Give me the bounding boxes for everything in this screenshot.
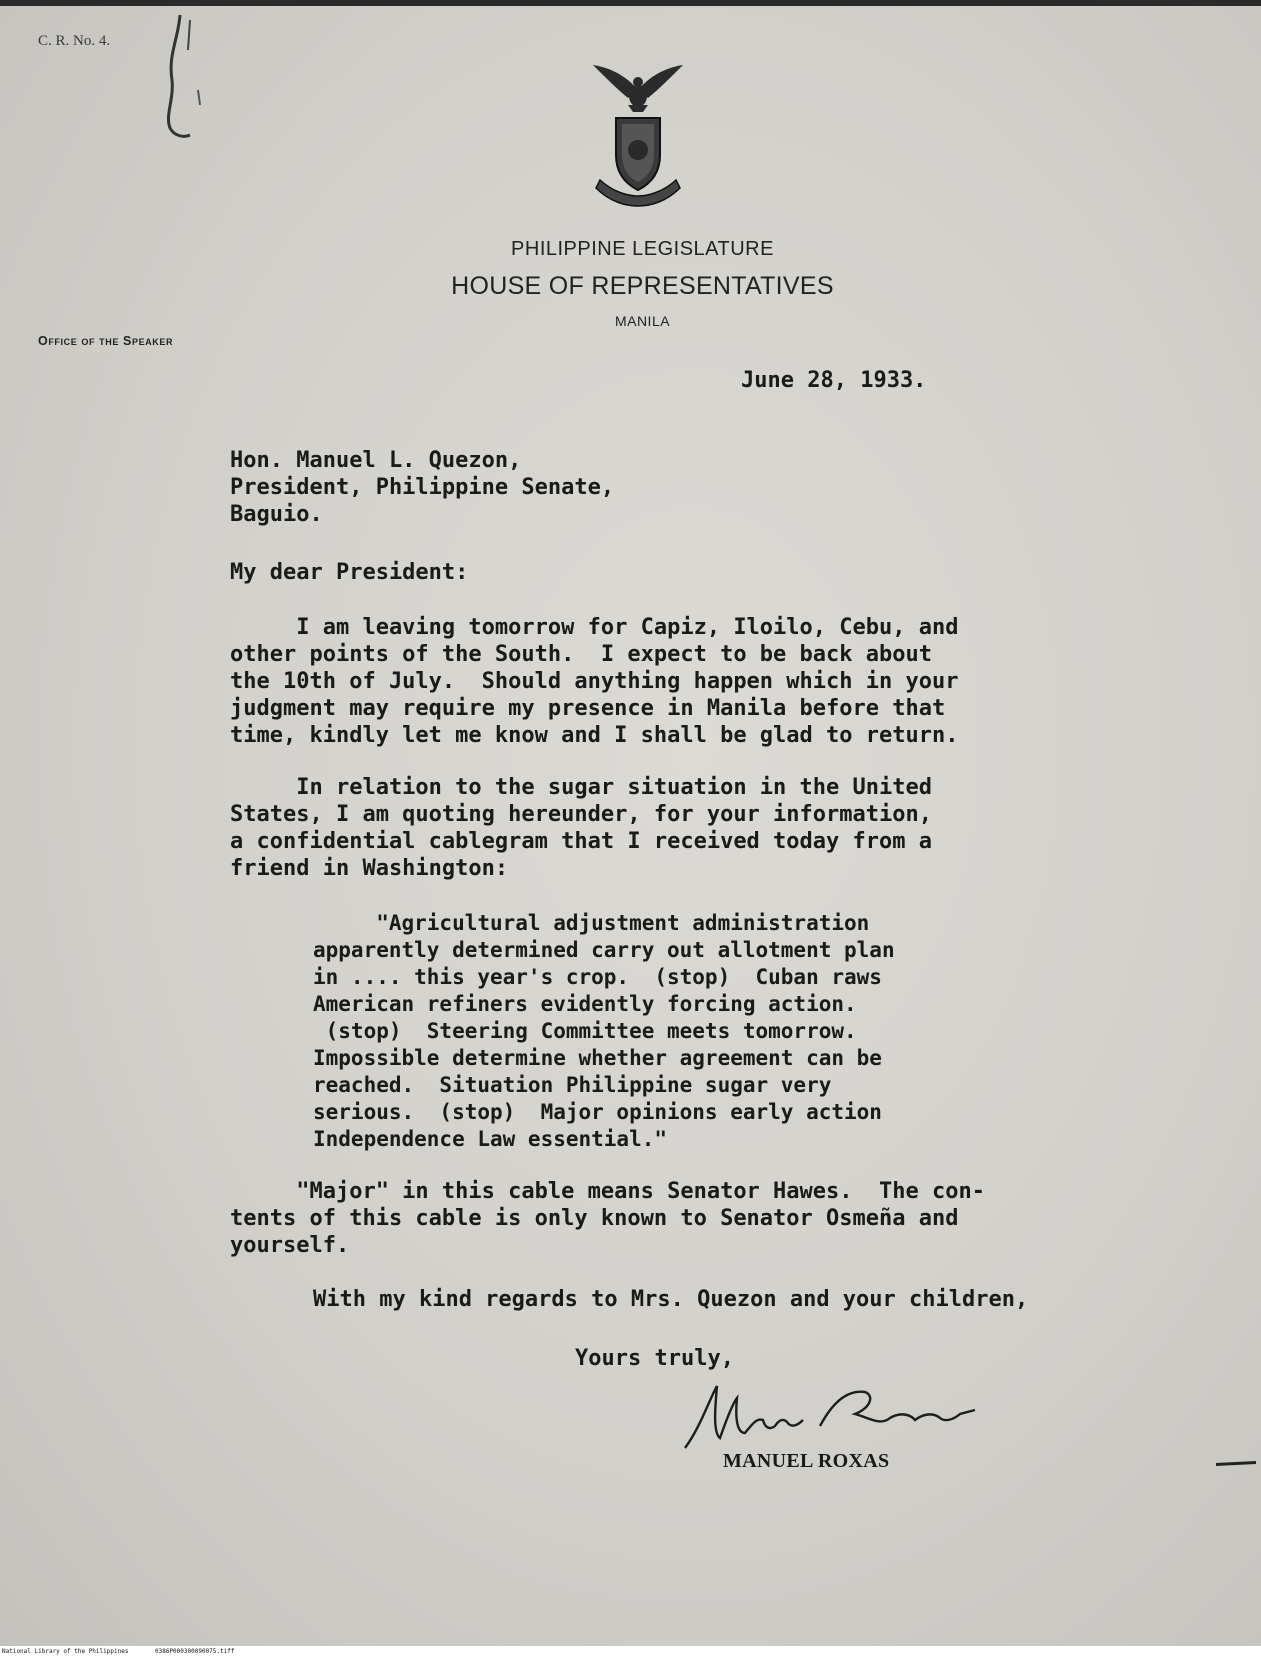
house-seal-emblem [588, 60, 688, 210]
letterhead-city: MANILA [614, 313, 671, 329]
archive-footer [0, 1646, 1261, 1658]
paragraph-2: In relation to the sugar situation in the United States, I am quoting hereunder, for your information, a confidential cablegram that I received today from a friend in Washington: [230, 775, 932, 881]
pencil-mark [150, 10, 220, 150]
complimentary-close: Yours truly, [575, 1346, 734, 1371]
quoted-cablegram: "Agricultural adjustment administration apparently determined carry out allotment plan in .... this year's crop. (stop) Cuban raws American refiners evidently forcing action. (stop) Steering Committee meets tomorrow. Impossible determine whether agreement can be reached. Situation Philippine sugar very serious. (stop) Major opinions early action Independence Law essential." [313, 911, 895, 1151]
paragraph-3: "Major" in this cable means Senator Hawes. The con- tents of this cable is only known to Senator Osmeña and yourself. [230, 1179, 985, 1258]
closing-regards: With my kind regards to Mrs. Quezon and your children, [313, 1287, 1029, 1312]
salutation: My dear President: [230, 560, 469, 585]
signer-name: MANUEL ROXAS [723, 1450, 890, 1472]
scan-top-edge [0, 0, 1261, 6]
file-reference: C. R. No. 4. [38, 33, 111, 49]
paragraph-1: I am leaving tomorrow for Capiz, Iloilo, Cebu, and other points of the South. I expect to be back about the 10th of July. Should anything happen which in your judgment may require my presence in Manila before that time, kindly let me know and I shall be glad to return. [230, 615, 959, 748]
recipient-address: Hon. Manuel L. Quezon, President, Philippine Senate, Baguio. [230, 448, 615, 527]
margin-mark [1216, 1461, 1256, 1466]
letterhead-legislature: PHILIPPINE LEGISLATURE [511, 238, 774, 260]
footer-source: National Library of the Philippines [2, 1648, 129, 1655]
letter-date: June 28, 1933. [741, 368, 927, 393]
letterhead-house: HOUSE OF REPRESENTATIVES [451, 272, 834, 300]
handwritten-signature [675, 1378, 995, 1458]
footer-file-id: 0386P000300090075.tiff [155, 1648, 235, 1655]
office-of-speaker: Office of the Speaker [38, 334, 174, 348]
